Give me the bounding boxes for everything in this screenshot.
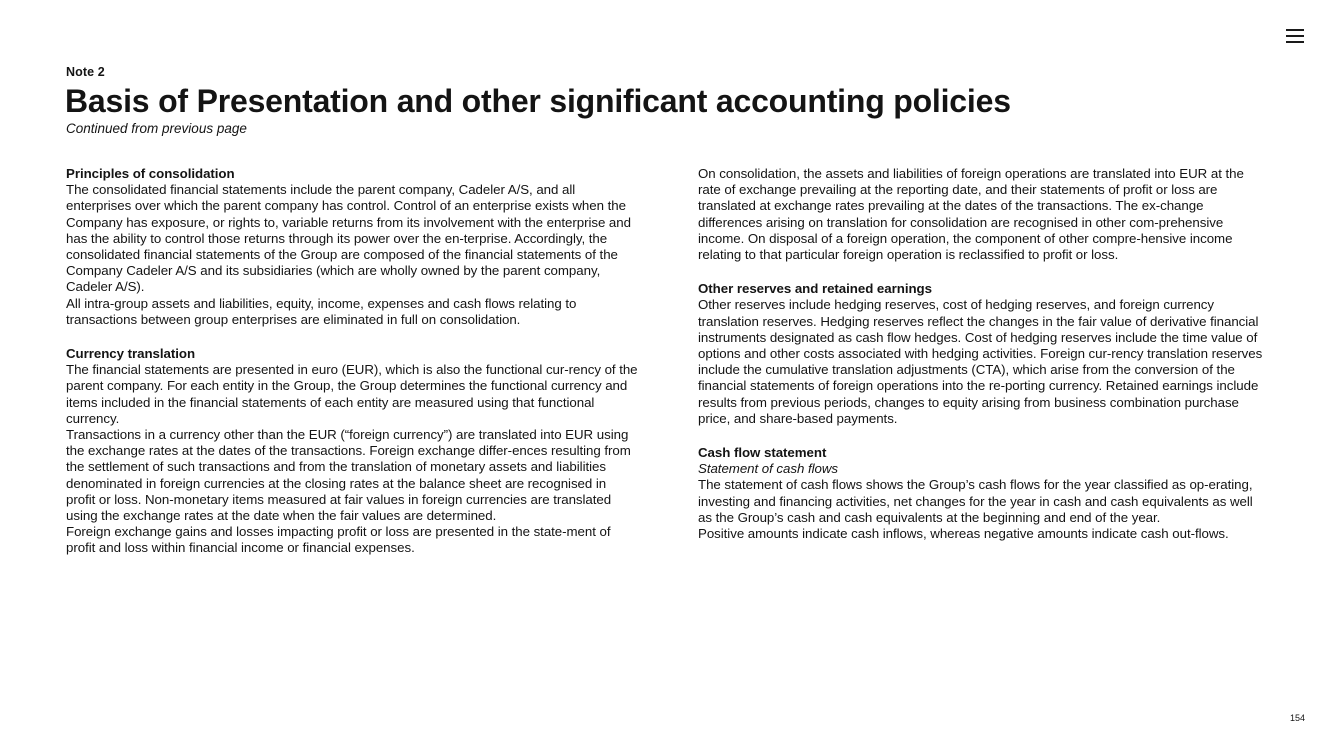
cashflow-heading: Cash flow statement — [698, 445, 827, 461]
note-label: Note 2 — [66, 65, 105, 79]
currency-paragraph-3: Foreign exchange gains and losses impacting profit or loss are presented in the state-ment of profit and loss within financial income or financial expenses. — [66, 524, 611, 556]
currency-heading: Currency translation — [66, 346, 196, 362]
page-subtitle: Continued from previous page — [66, 121, 247, 136]
left-column — [66, 166, 638, 575]
reserves-section — [698, 281, 1270, 427]
cashflow-paragraph-1: The statement of cash flows shows the Group’s cash flows for the year classified as op-erating, investing and financing activities, net changes for the year in cash and cash equivalents as well as the Group’s cash and cash equivalents at the beginning and end of the year. — [698, 477, 1253, 525]
page-title: Basis of Presentation and other significant accounting policies — [65, 83, 1011, 119]
cashflow-paragraph-2: Positive amounts indicate cash inflows, whereas negative amounts indicate cash out-flows. — [698, 526, 1229, 542]
foreign-operations-paragraph: On consolidation, the assets and liabilities of foreign operations are translated into EUR at the rate of exchange prevailing at the reporting date, and their statements of profit or loss are translated at exchange rates prevailing at the dates of the transactions. The ex-change differences arising on translation for consolidation are recognised in other com-prehensive income. On disposal of a foreign operation, the component of other compre-hensive income relating to that particular foreign operation is reclassified to profit or loss. — [698, 166, 1244, 263]
right-column — [698, 166, 1270, 560]
page-number: 154 — [1290, 713, 1306, 723]
foreign-operations-section — [698, 166, 1270, 263]
currency-section — [66, 346, 638, 557]
cashflow-subheading: Statement of cash flows — [698, 461, 839, 477]
reserves-heading: Other reserves and retained earnings — [698, 281, 932, 297]
consolidation-heading: Principles of consolidation — [66, 166, 235, 181]
consolidation-paragraph-1: The consolidated financial statements include the parent company, Cadeler A/S, and all enterprises over which the parent company has control. Control of an enterprise exists when the Company has exposure, or rights to, variable returns from its involvement with the enterprise and has the ability to control those returns through its power over the en-terprise. Accordingly, the consolidated financial statements of the Group are composed of the financial statements of the Company Cadeler A/S and its subsidiaries (which are wholly owned by the parent company, Cadeler A/S). — [66, 182, 631, 295]
reserves-paragraph: Other reserves include hedging reserves, cost of hedging reserves, and foreign currency translation reserves. Hedging reserves reflect the changes in the fair value of derivative financial instruments designated as cash flow hedges. Cost of hedging reserves include the time value of options and other costs associated with hedging activities. Foreign cur-rency translation reserves include the cumulative translation adjustments (CTA), which arise from the conversion of the financial statements of foreign operations into the re-porting currency. Retained earnings include results from previous periods, changes to equity arising from business combination purchase price, and share-based payments. — [698, 297, 1263, 426]
currency-paragraph-1: The financial statements are presented in euro (EUR), which is also the functional cur-rency of the parent company. For each entity in the Group, the Group determines the functional currency and items included in the financial statements of each entity are measured using that functional currency. — [66, 362, 638, 426]
hamburger-menu-icon[interactable] — [1284, 26, 1308, 46]
currency-paragraph-2: Transactions in a currency other than the EUR (“foreign currency”) are translated into EUR using the exchange rates at the dates of the transactions. Foreign exchange differ-ences resulting from the settlement of such transactions and from the translation of monetary assets and liabilities denominated in foreign currencies at the closing rates at the balance sheet are recognised in profit or loss. Non-monetary items measured at fair values in foreign currencies are translated using the exchange rates at the date when the fair values are determined. — [66, 427, 631, 524]
cashflow-section — [698, 445, 1270, 542]
consolidation-paragraph-2: All intra-group assets and liabilities, equity, income, expenses and cash flows relating to transactions between group enterprises are eliminated in full on consolidation. — [66, 295, 577, 327]
consolidation-section — [66, 166, 638, 328]
